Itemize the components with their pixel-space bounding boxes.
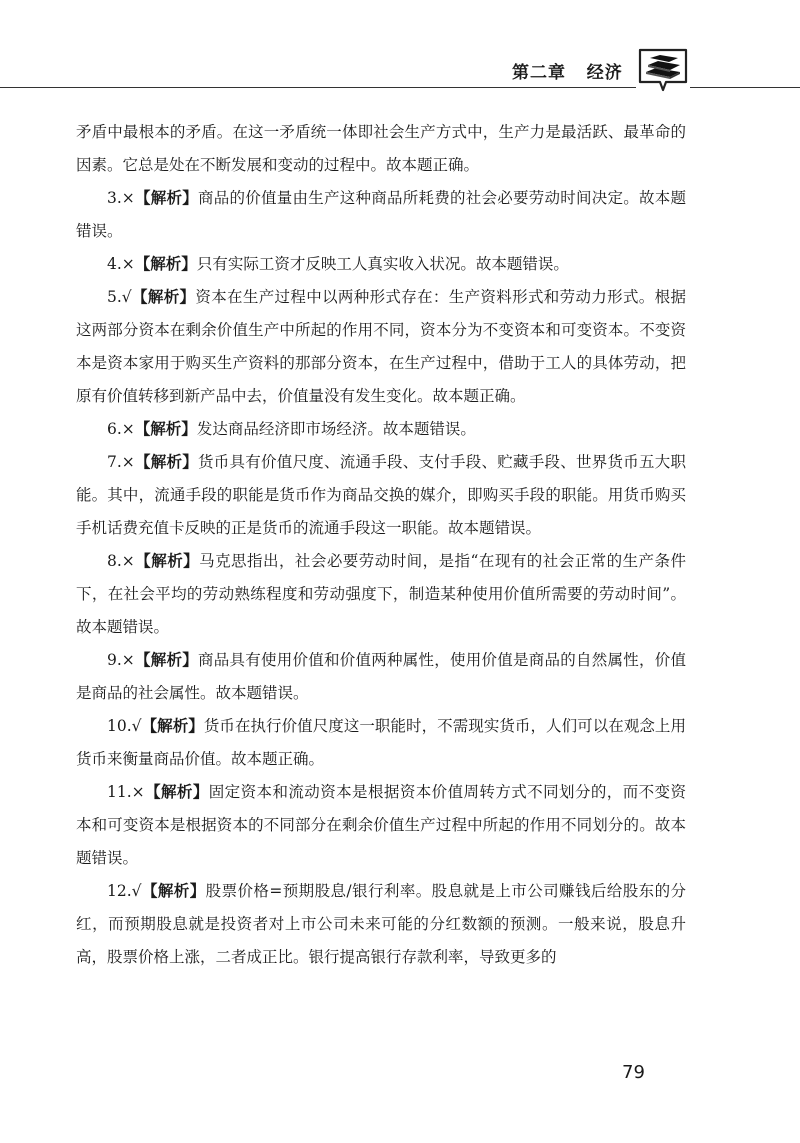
item-number: 12.	[107, 882, 132, 900]
list-item	[76, 446, 686, 545]
item-number: 11.	[107, 783, 132, 801]
item-number: 6.	[107, 420, 122, 438]
list-item	[76, 710, 686, 776]
page-number: 79	[622, 1062, 645, 1083]
list-item	[76, 776, 686, 875]
item-text: 商品具有使用价值和价值两种属性，使用价值是商品的自然属性，价值是商品的社会属性。故本题错误。	[76, 651, 686, 702]
item-number: 8.	[107, 552, 122, 570]
answer-mark: √	[121, 288, 132, 306]
chapter-label: 第二章	[512, 63, 566, 83]
analysis-tag: 【解析】	[134, 189, 199, 207]
list-item	[76, 413, 686, 446]
item-text: 商品的价值量由生产这种商品所耗费的社会必要劳动时间决定。故本题错误。	[76, 189, 686, 240]
item-text: 固定资本和流动资本是根据资本价值周转方式不同划分的，而不变资本和可变资本是根据资本的不同部分在剩余价值生产过程中所起的作用不同划分的。故本题错误。	[76, 783, 686, 867]
answer-mark: ×	[121, 189, 135, 207]
answer-mark: ×	[131, 783, 145, 801]
analysis-tag: 【解析】	[131, 288, 196, 306]
answer-mark: ×	[121, 255, 135, 273]
list-item	[76, 875, 686, 974]
continuation-paragraph: 矛盾中最根本的矛盾。在这一矛盾统一体即社会生产方式中，生产力是最活跃、最革命的因素。它总是处在不断发展和变动的过程中。故本题正确。	[76, 123, 686, 174]
item-text: 资本在生产过程中以两种形式存在：生产资料形式和劳动力形式。根据这两部分资本在剩余价值生产中所起的作用不同，资本分为不变资本和可变资本。不变资本是资本家用于购买生产资料的那部分资本，在生产过程中，借助于工人的具体劳动，把原有价值转移到新产品中去，价值量没有发生变化。故本题正确。	[76, 288, 686, 405]
list-item	[76, 644, 686, 710]
analysis-tag: 【解析】	[134, 255, 197, 273]
item-number: 5.	[107, 288, 122, 306]
item-text: 货币具有价值尺度、流通手段、支付手段、贮藏手段、世界货币五大职能。其中，流通手段的职能是货币作为商品交换的媒介，即购买手段的职能。用货币购买手机话费充值卡反映的正是货币的流通手段这一职能。故本题错误。	[76, 453, 686, 537]
list-item	[76, 545, 686, 644]
answer-mark: ×	[121, 552, 135, 570]
list-item	[76, 182, 686, 248]
list-item	[76, 281, 686, 413]
item-number: 4.	[107, 255, 122, 273]
answer-explanations	[76, 116, 686, 974]
analysis-tag: 【解析】	[141, 882, 206, 900]
book-stack-icon	[636, 46, 690, 94]
answer-mark: ×	[121, 420, 135, 438]
item-text: 发达商品经济即市场经济。故本题错误。	[196, 420, 476, 438]
answer-mark: ×	[121, 651, 135, 669]
analysis-tag: 【解析】	[134, 420, 197, 438]
answer-mark: ×	[121, 453, 135, 471]
chapter-heading	[512, 58, 623, 83]
chapter-title: 经济	[586, 63, 623, 83]
analysis-tag: 【解析】	[141, 717, 204, 735]
answer-mark: √	[131, 882, 142, 900]
item-text: 马克思指出，社会必要劳动时间，是指“在现有的社会正常的生产条件下，在社会平均的劳动熟练程度和劳动强度下，制造某种使用价值所需要的劳动时间”。故本题错误。	[76, 552, 686, 636]
analysis-tag: 【解析】	[134, 552, 200, 570]
page-header	[0, 0, 800, 96]
analysis-tag: 【解析】	[144, 783, 209, 801]
item-text: 只有实际工资才反映工人真实收入状况。故本题错误。	[196, 255, 569, 273]
analysis-tag: 【解析】	[134, 453, 199, 471]
list-item	[76, 248, 686, 281]
analysis-tag: 【解析】	[134, 651, 199, 669]
item-number: 7.	[107, 453, 122, 471]
item-text: 股票价格=预期股息/银行利率。股息就是上市公司赚钱后给股东的分红，而预期股息就是投资者对上市公司未来可能的分红数额的预测。一般来说，股息升高，股票价格上涨，二者成正比。银行提高银行存款利率，导致更多的	[76, 882, 686, 966]
item-text: 货币在执行价值尺度这一职能时，不需现实货币，人们可以在观念上用货币来衡量商品价值。故本题正确。	[76, 717, 686, 768]
item-number: 3.	[107, 189, 122, 207]
item-number: 9.	[107, 651, 122, 669]
item-number: 10.	[107, 717, 132, 735]
answer-mark: √	[131, 717, 142, 735]
